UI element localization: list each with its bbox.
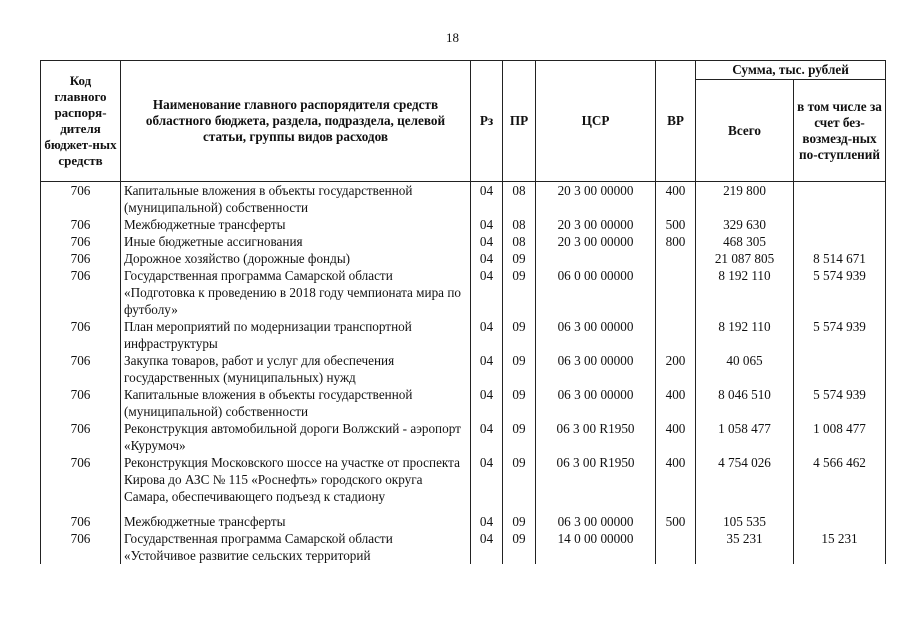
cell-total: 219 800 [696, 182, 794, 217]
cell-gratuitous [794, 233, 886, 250]
cell-pr: 08 [503, 216, 536, 233]
cell-vr: 400 [656, 420, 696, 454]
header-csr: ЦСР [536, 61, 656, 182]
cell-rz: 04 [471, 530, 503, 564]
cell-name: Капитальные вложения в объекты государственной (муниципальной) собственности [121, 386, 471, 420]
page-number: 18 [446, 30, 459, 45]
cell-rz: 04 [471, 454, 503, 505]
table-row [41, 182, 886, 217]
cell-code: 706 [41, 454, 121, 505]
cell-code: 706 [41, 420, 121, 454]
cell-total: 105 535 [696, 505, 794, 530]
cell-csr: 06 3 00 R1950 [536, 454, 656, 505]
cell-name: Реконструкция Московского шоссе на участке от проспекта Кирова до АЗС № 115 «Роснефть» городского округа Самара, обеспечивающего подъезд к стадиону [121, 454, 471, 505]
table-row [41, 267, 886, 318]
table-row [41, 505, 886, 530]
cell-name: Капитальные вложения в объекты государственной (муниципальной) собственности [121, 182, 471, 217]
cell-rz: 04 [471, 505, 503, 530]
cell-code: 706 [41, 250, 121, 267]
cell-csr: 20 3 00 00000 [536, 182, 656, 217]
cell-vr [656, 250, 696, 267]
cell-code: 706 [41, 216, 121, 233]
cell-csr: 06 3 00 00000 [536, 352, 656, 386]
cell-rz: 04 [471, 250, 503, 267]
cell-pr: 09 [503, 530, 536, 564]
cell-total: 4 754 026 [696, 454, 794, 505]
cell-csr: 20 3 00 00000 [536, 233, 656, 250]
cell-pr: 09 [503, 267, 536, 318]
cell-vr: 500 [656, 505, 696, 530]
cell-total: 35 231 [696, 530, 794, 564]
cell-gratuitous: 4 566 462 [794, 454, 886, 505]
table-header-row [41, 61, 886, 80]
cell-vr: 500 [656, 216, 696, 233]
cell-total: 468 305 [696, 233, 794, 250]
cell-code: 706 [41, 182, 121, 217]
cell-vr: 200 [656, 352, 696, 386]
cell-pr: 09 [503, 352, 536, 386]
cell-name: Реконструкция автомобильной дороги Волжский - аэропорт «Курумоч» [121, 420, 471, 454]
header-sum-group: Сумма, тыс. рублей [696, 61, 886, 80]
cell-code: 706 [41, 505, 121, 530]
cell-csr: 06 0 00 00000 [536, 267, 656, 318]
cell-rz: 04 [471, 216, 503, 233]
cell-total: 21 087 805 [696, 250, 794, 267]
cell-total: 8 192 110 [696, 318, 794, 352]
cell-vr: 400 [656, 182, 696, 217]
cell-pr: 08 [503, 182, 536, 217]
cell-csr: 06 3 00 R1950 [536, 420, 656, 454]
cell-pr: 09 [503, 250, 536, 267]
header-gratuitous: в том числе за счет без-возмезд-ных по-ступлений [794, 80, 886, 182]
cell-gratuitous: 15 231 [794, 530, 886, 564]
cell-pr: 09 [503, 505, 536, 530]
cell-code: 706 [41, 233, 121, 250]
table-row [41, 352, 886, 386]
cell-vr: 400 [656, 454, 696, 505]
cell-name: Иные бюджетные ассигнования [121, 233, 471, 250]
header-name: Наименование главного распорядителя средств областного бюджета, раздела, подраздела, целевой статьи, группы видов расходов [121, 61, 471, 182]
cell-gratuitous [794, 216, 886, 233]
budget-table [40, 60, 886, 564]
cell-gratuitous [794, 352, 886, 386]
cell-csr [536, 250, 656, 267]
cell-name: Закупка товаров, работ и услуг для обеспечения государственных (муниципальных) нужд [121, 352, 471, 386]
cell-code: 706 [41, 530, 121, 564]
cell-vr [656, 318, 696, 352]
cell-pr: 09 [503, 386, 536, 420]
cell-vr: 800 [656, 233, 696, 250]
cell-csr: 06 3 00 00000 [536, 505, 656, 530]
table-row [41, 420, 886, 454]
cell-rz: 04 [471, 182, 503, 217]
table-row [41, 216, 886, 233]
cell-name: Государственная программа Самарской области «Подготовка к проведению в 2018 году чемпионата мира по футболу» [121, 267, 471, 318]
table-row [41, 386, 886, 420]
header-pr: ПР [503, 61, 536, 182]
cell-gratuitous: 1 008 477 [794, 420, 886, 454]
cell-vr [656, 267, 696, 318]
table-row [41, 530, 886, 564]
cell-pr: 09 [503, 454, 536, 505]
table-row [41, 233, 886, 250]
cell-csr: 14 0 00 00000 [536, 530, 656, 564]
cell-gratuitous: 5 574 939 [794, 267, 886, 318]
cell-vr [656, 530, 696, 564]
cell-pr: 09 [503, 420, 536, 454]
cell-name: Межбюджетные трансферты [121, 216, 471, 233]
cell-code: 706 [41, 318, 121, 352]
table-body [41, 182, 886, 565]
cell-rz: 04 [471, 318, 503, 352]
header-vr: ВР [656, 61, 696, 182]
cell-name: Дорожное хозяйство (дорожные фонды) [121, 250, 471, 267]
cell-csr: 20 3 00 00000 [536, 216, 656, 233]
cell-rz: 04 [471, 267, 503, 318]
cell-total: 8 192 110 [696, 267, 794, 318]
cell-gratuitous [794, 505, 886, 530]
cell-gratuitous [794, 182, 886, 217]
cell-gratuitous: 5 574 939 [794, 386, 886, 420]
table-row [41, 454, 886, 505]
header-rz: Рз [471, 61, 503, 182]
cell-vr: 400 [656, 386, 696, 420]
cell-name: Межбюджетные трансферты [121, 505, 471, 530]
cell-csr: 06 3 00 00000 [536, 318, 656, 352]
cell-gratuitous: 5 574 939 [794, 318, 886, 352]
cell-total: 1 058 477 [696, 420, 794, 454]
cell-gratuitous: 8 514 671 [794, 250, 886, 267]
cell-rz: 04 [471, 352, 503, 386]
cell-rz: 04 [471, 233, 503, 250]
cell-name: План мероприятий по модернизации транспортной инфраструктуры [121, 318, 471, 352]
cell-total: 8 046 510 [696, 386, 794, 420]
cell-rz: 04 [471, 420, 503, 454]
table-row [41, 318, 886, 352]
header-code: Код главного распоря-дителя бюджет-ных средств [41, 61, 121, 182]
cell-csr: 06 3 00 00000 [536, 386, 656, 420]
table-row [41, 250, 886, 267]
cell-pr: 08 [503, 233, 536, 250]
cell-code: 706 [41, 352, 121, 386]
cell-code: 706 [41, 267, 121, 318]
cell-rz: 04 [471, 386, 503, 420]
cell-total: 40 065 [696, 352, 794, 386]
cell-name: Государственная программа Самарской области «Устойчивое развитие сельских территорий [121, 530, 471, 564]
cell-pr: 09 [503, 318, 536, 352]
cell-code: 706 [41, 386, 121, 420]
header-total: Всего [696, 80, 794, 182]
cell-total: 329 630 [696, 216, 794, 233]
